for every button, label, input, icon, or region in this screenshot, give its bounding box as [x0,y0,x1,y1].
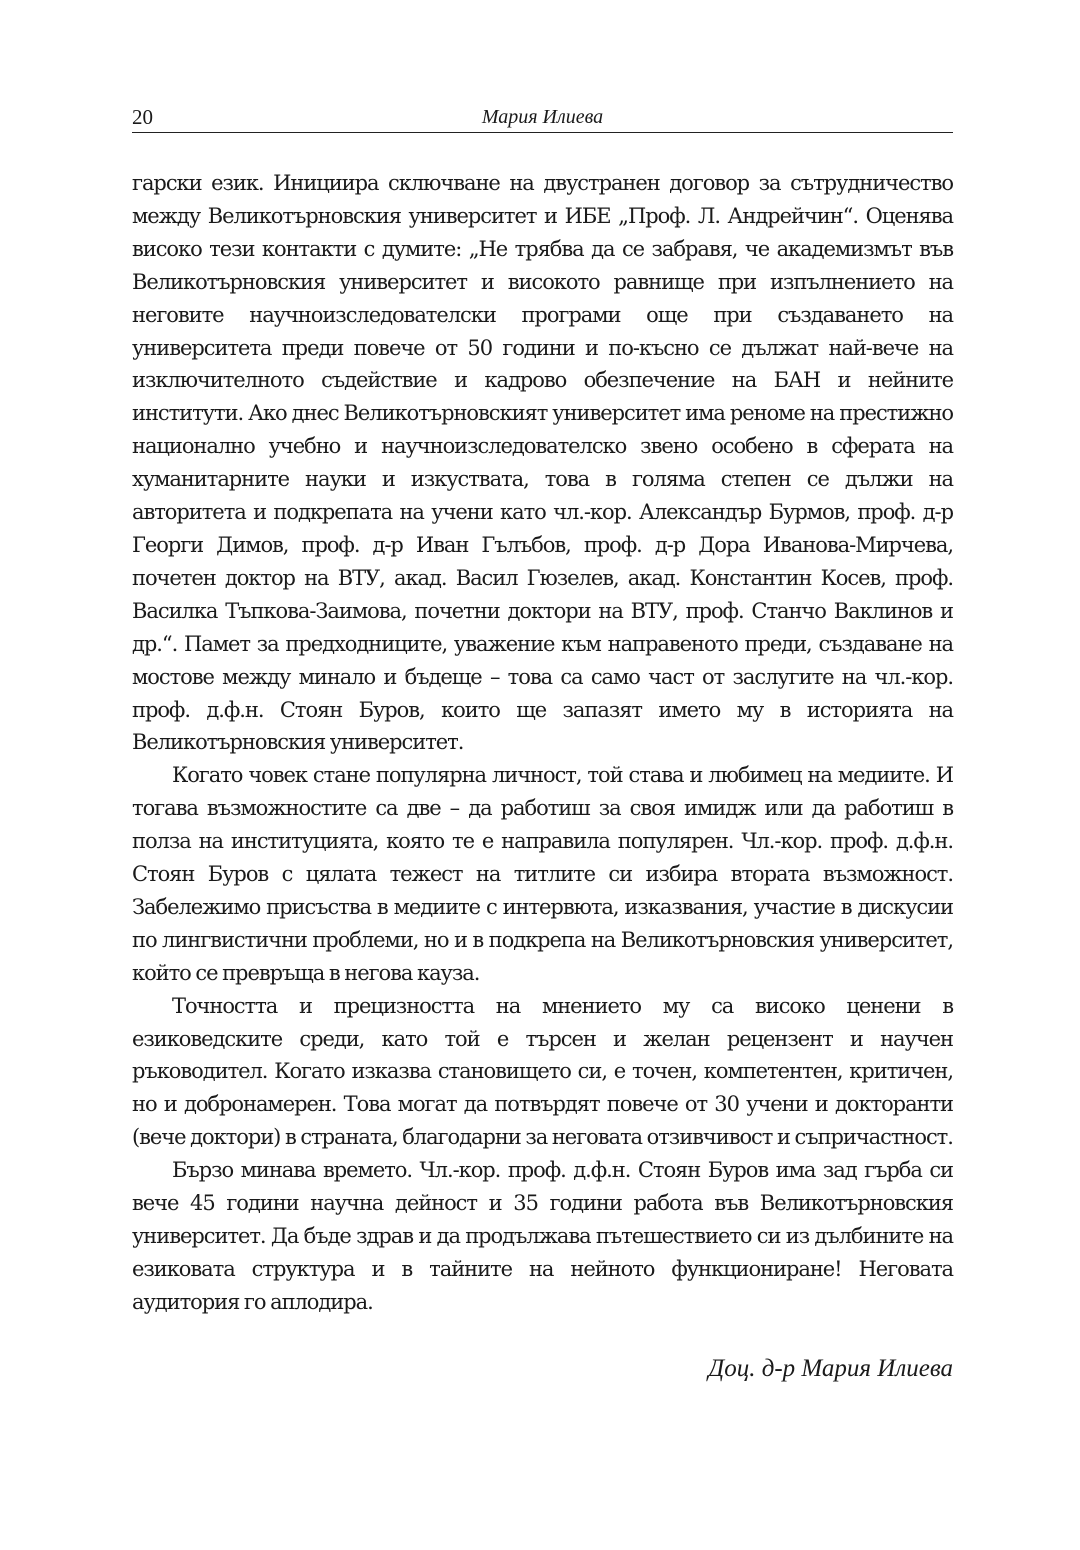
page-number: 20 [132,105,153,129]
book-page [132,98,953,1385]
paragraph-continuation: гарски език. Инициира сключване на двустранен договор за сътрудничество между Великотърновския университет и ИБЕ „Проф. Л. Андрейчин“. Оценява високо тези контакти с думите: „Не трябва да се забравя, че академизмът във Великотърновския университет и високото равнище при изпълнението на неговите научноизследователски програми още при създаването на университета преди повече от 50 години и по-късно се дължат най-вече на изключителното съдействие и кадрово обезпечение на БАН и нейните институти. Ако днес Великотърновският университет има реноме на престижно национално учебно и научноизследователско звено особено в сферата на хуманитарните науки и изкуствата, това в голяма степен се дължи на авторитета и подкрепата на учени като чл.-кор. Александър Бурмов, проф. д-р Георги Димов, проф. д-р Иван Гълъбов, проф. д-р Дора Иванова-Мирчева, почетен доктор на ВТУ, акад. Васил Гюзелев, акад. Константин Косев, проф. Василка Тъпкова-Заимова, почетни доктори на ВТУ, проф. Станчо Ваклинов и др.“. Памет за предходниците, уважение към направеното преди, създаване на мостове между минало и бъдеще – това са само част от заслугите на чл.-кор. проф. д.ф.н. Стоян Буров, които ще запазят името му в историята на Великотърновския университет. [132,171,953,755]
body-text [132,167,953,1319]
paragraph-closing: Бързо минава времето. Чл.-кор. проф. д.ф.н. Стоян Буров има зад гърба си вече 45 години научна дейност и 35 години работа във Великотърновския университет. Да бъде здрав и да продължава пътешествието си из дълбините на езиковата структура и в тайните на нейното функциониране! Неговата аудитория го аплодира. [132,1158,953,1314]
paragraph-reviewer: Точността и прецизността на мнението му са високо ценени в езиковедските среди, като той е търсен и желан рецензент и научен ръководител. Когато изказва становището си, е точен, компетентен, критичен, но и добронамерен. Това могат да потвърдят повече от 30 учени и докторанти (вече доктори) в страната, благодарни за неговата отзивчивост и съпричастност. [132,993,953,1150]
author-signature: Доц. д-р Мария Илиева [708,1354,953,1382]
running-head-author: Мария Илиева [481,106,604,128]
running-head [132,98,953,133]
paragraph-media: Когато човек стане популярна личност, той става и любимец на медиите. И тогава възможностите са две – да работиш за своя имидж или да работиш в полза на институцията, която те е направила популярен. Чл.-кор. проф. д.ф.н. Стоян Буров с цялата тежест на титлите си избира втората възможност. Забележимо присъства в медиите с интервюта, изказвания, участие в дискусии по лингвистични проблеми, но и в подкрепа на Великотърновския университет, който се превръща в негова кауза. [132,763,953,985]
